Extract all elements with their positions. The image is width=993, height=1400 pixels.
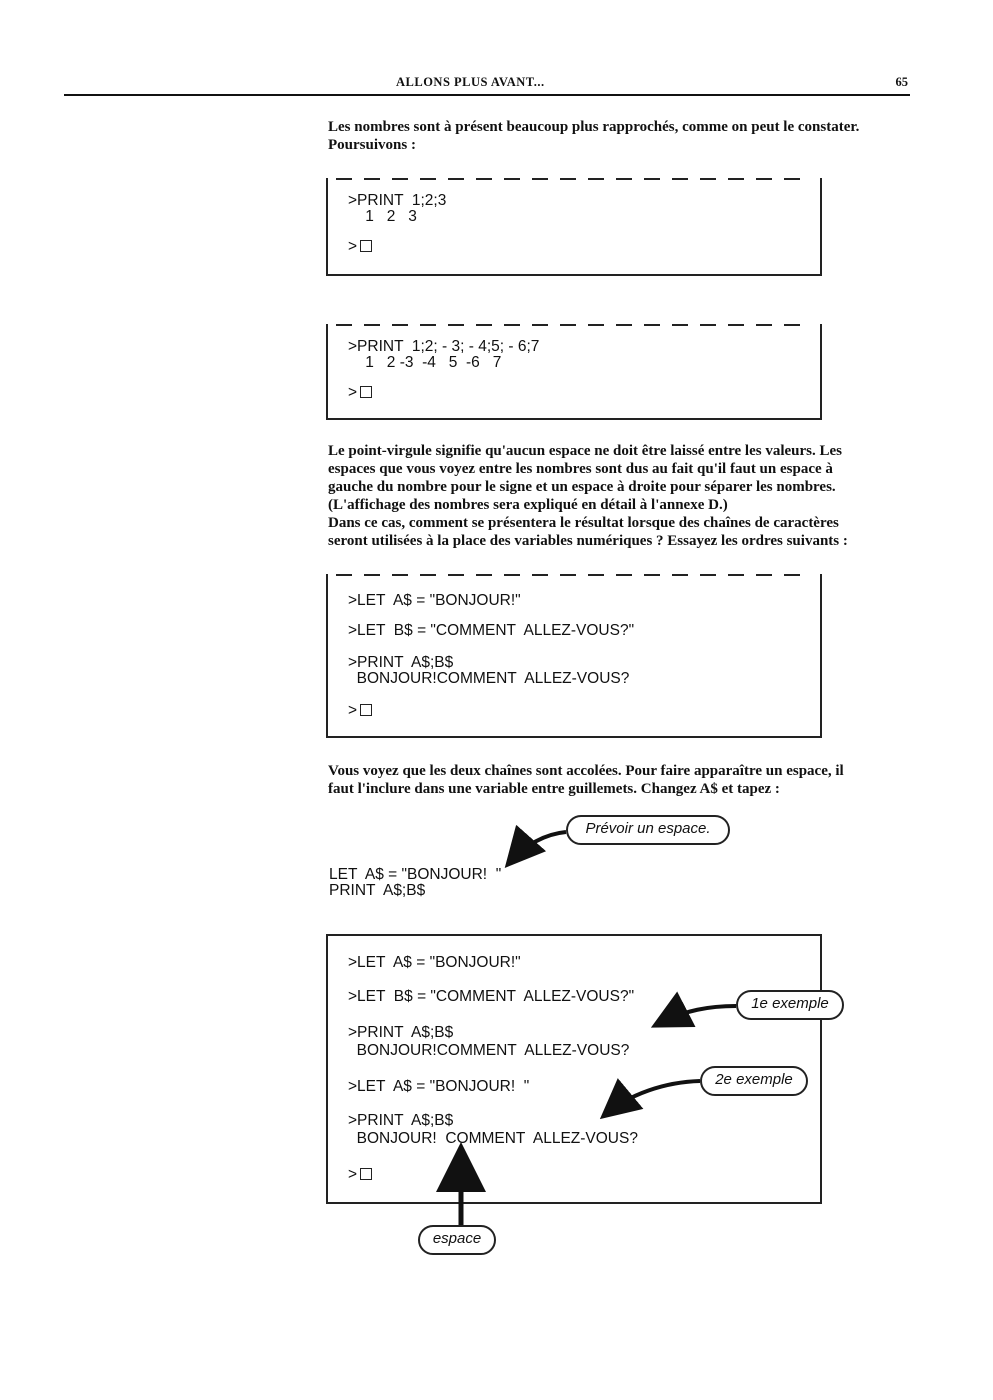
terminal-line: >LET B$ = "COMMENT ALLEZ-VOUS?" (348, 988, 635, 1005)
terminal-line: >LET A$ = "BONJOUR! " (348, 1078, 530, 1095)
callout-prevoir-espace: Prévoir un espace. (566, 815, 730, 845)
terminal-command: >PRINT 1;2;3 (348, 192, 447, 209)
running-title: ALLONS PLUS AVANT... (396, 75, 545, 89)
text-line: Vous voyez que les deux chaînes sont accolées. Pour faire apparaître un espace, il (328, 763, 844, 779)
terminal-line: >LET B$ = "COMMENT ALLEZ-VOUS?" (348, 622, 635, 639)
terminal-line: >PRINT A$;B$ (348, 1024, 454, 1041)
text-line: Dans ce cas, comment se présentera le résultat lorsque des chaînes de caractères (328, 515, 839, 531)
text-line: gauche du nombre pour le signe et un espace à droite pour séparer les nombres. (328, 479, 836, 495)
terminal-output: BONJOUR!COMMENT ALLEZ-VOUS? (348, 670, 630, 687)
text-line: Les nombres sont à présent beaucoup plus rapprochés, comme on peut le constater. (328, 119, 860, 135)
terminal-output: 1 2 -3 -4 5 -6 7 (348, 354, 502, 371)
text-line: espaces que vous voyez entre les nombres sont dus au fait qu'il faut un espace à (328, 461, 833, 477)
text-line: faut l'inclure dans une variable entre guillemets. Changez A$ et tapez : (328, 781, 780, 797)
text-line: (L'affichage des nombres sera expliqué en détail à l'annexe D.) (328, 497, 728, 513)
arrow-prevoir (510, 832, 566, 862)
text-line: seront utilisées à la place des variables numériques ? Essayez les ordres suivants : (328, 533, 848, 549)
code-line: LET A$ = "BONJOUR! " (329, 866, 502, 883)
terminal-command: >PRINT 1;2; - 3; - 4;5; - 6;7 (348, 338, 540, 355)
callout-espace: espace (418, 1225, 496, 1255)
terminal-line: >PRINT A$;B$ (348, 654, 454, 671)
callout-1e-exemple: 1e exemple (736, 990, 844, 1020)
text-line: Le point-virgule signifie qu'aucun espace ne doit être laissé entre les valeurs. Les (328, 443, 843, 459)
prompt-symbol: > (348, 238, 358, 255)
arrow-ex1 (658, 1006, 736, 1024)
terminal-output: 1 2 3 (348, 208, 417, 225)
arrow-ex2 (606, 1081, 700, 1114)
prompt-symbol: > (348, 384, 358, 401)
terminal-line: >LET A$ = "BONJOUR!" (348, 954, 521, 971)
callout-2e-exemple: 2e exemple (700, 1066, 808, 1096)
prompt-symbol: > (348, 1166, 358, 1183)
text-line: Poursuivons : (328, 137, 416, 153)
prompt-symbol: > (348, 702, 358, 719)
page-number: 65 (895, 75, 908, 89)
terminal-line: >LET A$ = "BONJOUR!" (348, 592, 521, 609)
terminal-line: >PRINT A$;B$ (348, 1112, 454, 1129)
terminal-output: BONJOUR!COMMENT ALLEZ-VOUS? (348, 1042, 630, 1059)
terminal-output: BONJOUR! COMMENT ALLEZ-VOUS? (348, 1130, 638, 1147)
code-line: PRINT A$;B$ (329, 882, 426, 899)
